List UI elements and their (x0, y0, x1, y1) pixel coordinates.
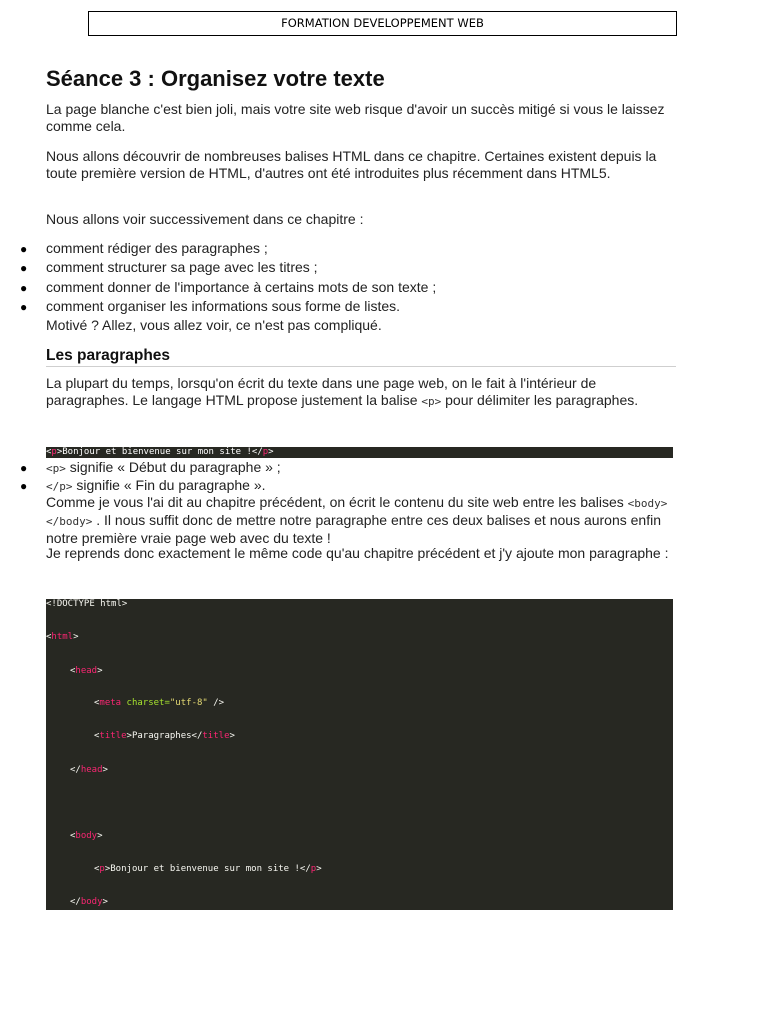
code-line-head-close (70, 765, 108, 776)
intro-paragraph-1: La page blanche c'est bien joli, mais votre site web risque d'avoir un succès mitigé si vous le laissez comme cela. (46, 101, 665, 134)
code-token: < (70, 831, 76, 841)
code-token: > (102, 897, 108, 907)
document-header (88, 11, 677, 36)
list-item: comment organiser les informations sous forme de listes. (46, 298, 401, 314)
code-line-body-open (70, 831, 103, 842)
bullet-icon: ● (20, 479, 28, 493)
tag-meaning-item (46, 459, 676, 477)
body-explanation (46, 494, 676, 547)
code-line-paragraph (94, 864, 322, 875)
heading-divider (46, 366, 676, 367)
repeat-code-text: Je reprends donc exactement le même code qu'au chapitre précédent et j'y ajoute mon paragraphe : (46, 545, 669, 561)
tag-meaning-text: signifie « Fin du paragraphe ». (72, 477, 266, 493)
tag-meaning-item (46, 477, 676, 495)
code-token: < (46, 632, 52, 642)
header-title: FORMATION DEVELOPPEMENT WEB (281, 16, 484, 30)
code-token: >Bonjour et bienvenue sur mon site !</ (56, 447, 263, 457)
paragraphs-intro (46, 375, 676, 410)
code-tag: head (75, 666, 98, 676)
code-token: </ (70, 897, 81, 907)
code-tag: body (80, 897, 103, 907)
body-explanation-text: Comme je vous l'ai dit au chapitre précédent, on écrit le contenu du site web entre les balises (46, 494, 628, 510)
code-token: </ (299, 864, 311, 874)
bullet-icon: ● (20, 300, 28, 314)
list-item: comment donner de l'importance à certains mots de son texte ; (46, 279, 437, 295)
list-item: comment rédiger des paragraphes ; (46, 240, 268, 256)
code-token: > (126, 731, 132, 741)
code-token: > (268, 447, 274, 457)
code-line-doctype (46, 599, 127, 610)
intro-paragraph-2: Nous allons découvrir de nombreuses balises HTML dans ce chapitre. Certaines existent depuis la toute première version de HTML, d'autres ont été introduites plus récemment dans HTML5. (46, 148, 657, 181)
code-line-head-open (70, 666, 103, 677)
page-title: Séance 3 : Organisez votre texte (46, 66, 385, 91)
code-tag: html (51, 632, 74, 642)
bullet-icon: ● (20, 242, 28, 256)
code-attr: charset= (121, 698, 170, 708)
tag-meaning-text: signifie « Début du paragraphe » ; (65, 459, 281, 475)
code-snippet-bar (46, 447, 673, 458)
code-tag: title (99, 731, 127, 741)
code-token: < (94, 731, 100, 741)
code-line-meta (94, 698, 224, 709)
code-token: > (73, 632, 79, 642)
code-token: /> (207, 698, 225, 708)
code-tag: p (262, 447, 269, 457)
inline-code: </p> (46, 480, 73, 493)
code-tag: meta (99, 698, 122, 708)
code-token: > (102, 765, 108, 775)
code-token: > (229, 731, 235, 741)
inline-code-body: <body></body> (46, 497, 668, 528)
code-token: </ (191, 731, 203, 741)
list-item: comment structurer sa page avec les titres ; (46, 259, 318, 275)
bullet-icon: ● (20, 261, 28, 275)
body-explanation-text-end: . Il nous suffit donc de mettre notre paragraphe entre ces deux balises et nous aurons enfin notre première vraie page web avec du texte ! (46, 512, 662, 546)
code-tag: head (80, 765, 103, 775)
code-token: > (104, 864, 111, 874)
code-line-title (94, 731, 235, 742)
code-line-body-close (70, 897, 108, 908)
code-token: < (70, 666, 76, 676)
code-token: <!DOCTYPE html> (46, 599, 128, 609)
code-token: < (46, 447, 52, 457)
paragraphs-intro-text-end: pour délimiter les paragraphes. (441, 392, 639, 408)
motivation-text: Motivé ? Allez, vous allez voir, ce n'est pas compliqué. (46, 317, 382, 333)
html-code-block (46, 599, 673, 910)
code-string: "utf-8" (169, 698, 208, 708)
inline-code: <p> (46, 462, 66, 475)
bullet-icon: ● (20, 281, 28, 295)
code-line-html-open (46, 632, 79, 643)
bullet-icon: ● (20, 461, 28, 475)
code-token: > (316, 864, 322, 874)
code-tag: body (75, 831, 98, 841)
code-token: > (97, 831, 103, 841)
section-heading-paragraphs: Les paragraphes (46, 347, 171, 364)
code-tag: title (202, 731, 230, 741)
code-tag: p (99, 864, 105, 874)
code-token: < (94, 698, 100, 708)
code-text: Paragraphes (131, 731, 192, 741)
paragraphs-intro-text: La plupart du temps, lorsqu'on écrit du texte dans une page web, on le fait à l'intérieur de paragraphes. Le langage HTML propose justement la balise (46, 375, 597, 408)
intro-paragraph-3: Nous allons voir successivement dans ce chapitre : (46, 211, 364, 227)
code-token: > (97, 666, 103, 676)
code-token: </ (70, 765, 81, 775)
code-token: < (94, 864, 100, 874)
code-tag: p (51, 447, 57, 457)
inline-code-p: <p> (421, 395, 442, 408)
code-text: Bonjour et bienvenue sur mon site ! (110, 864, 300, 874)
code-tag: p (310, 864, 317, 874)
